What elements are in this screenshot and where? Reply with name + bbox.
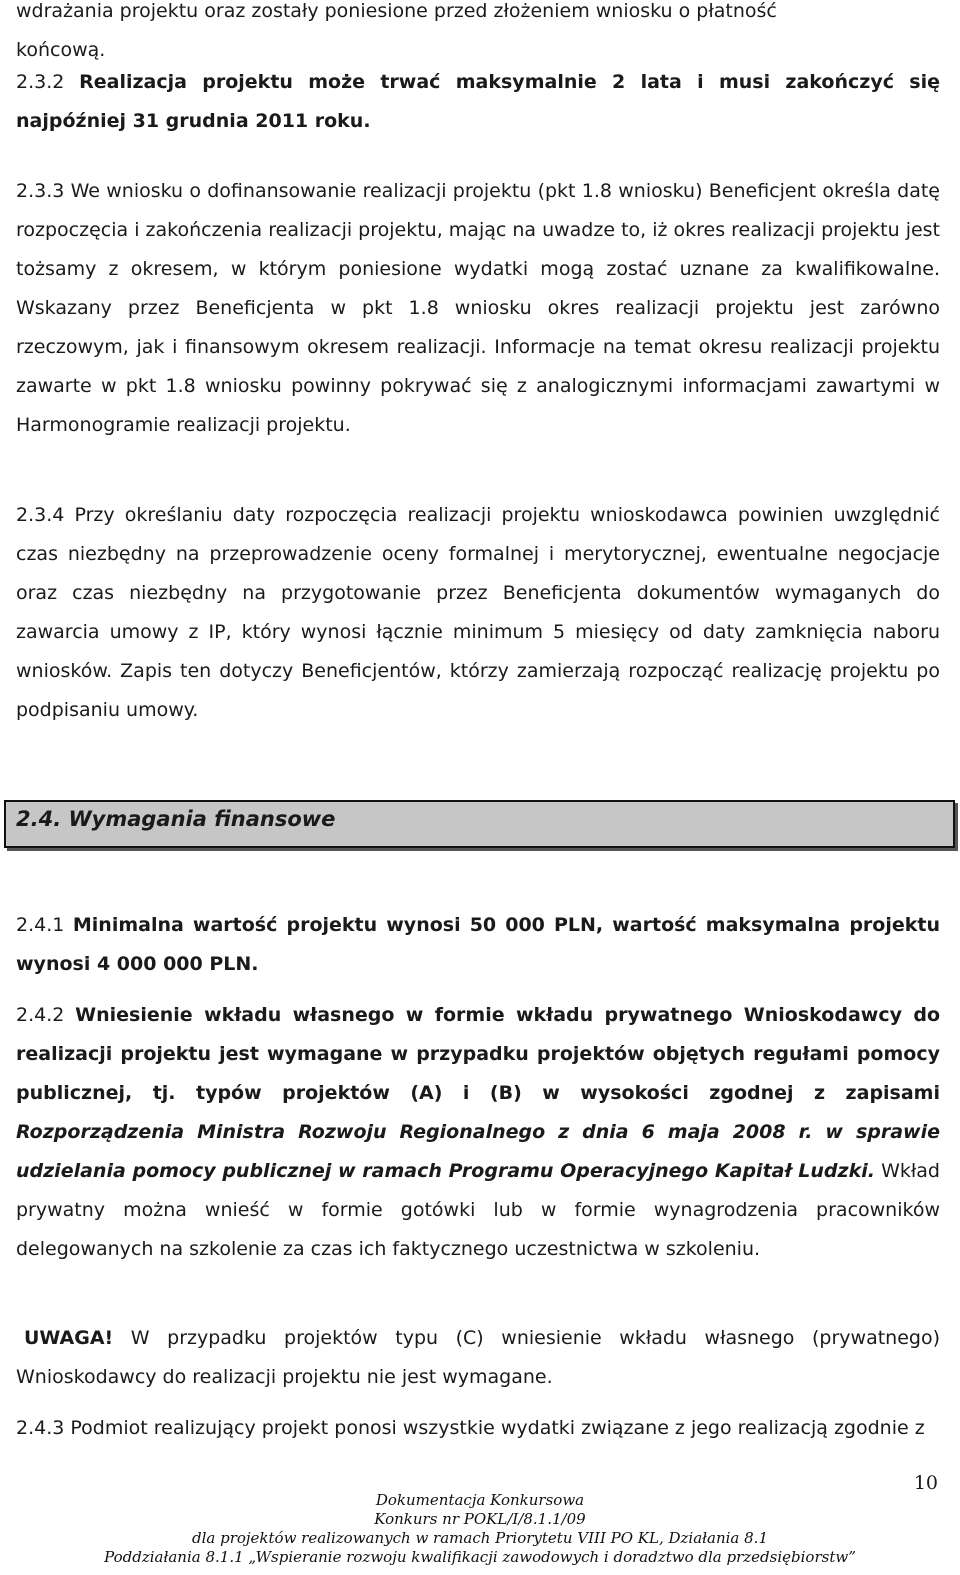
- section-number: 2.3.3: [16, 180, 65, 202]
- paragraph-2-3-4: [16, 496, 940, 730]
- paragraph-text: Minimalna wartość projektu wynosi 50 000 PLN, wartość maksymalna projektu wynosi 4 000 000 PLN.: [16, 914, 940, 975]
- regulation-title: Rozporządzenia Ministra Rozwoju Regionalnego z dnia 6 maja 2008 r. w sprawie udzielania pomocy publicznej w ramach Programu Operacyjnego Kapitał Ludzki.: [16, 1121, 940, 1182]
- paragraph-continuation: [16, 0, 940, 70]
- paragraph-bold-text: Wniesienie wkładu własnego w formie wkładu prywatnego Wnioskodawcy do realizacji projektu jest wymagane w przypadku projektów objętych regułami pomocy publicznej, tj. typów projektów (A) i (B) w wysokości zgodnej z zapisami: [16, 1004, 940, 1104]
- paragraph-line: wdrażania projektu oraz zostały poniesione przed złożeniem wniosku o płatność: [16, 0, 777, 22]
- page-number: 10: [913, 1472, 938, 1494]
- footer-line-2: Konkurs nr POKL/I/8.1.1/09: [374, 1510, 586, 1528]
- section-heading: 2.4. Wymagania finansowe: [16, 807, 336, 831]
- section-heading-box: [4, 800, 955, 848]
- paragraph-text: Podmiot realizujący projekt ponosi wszystkie wydatki związane z jego realizacją zgodnie z: [70, 1417, 925, 1439]
- paragraph-2-3-3: [16, 172, 940, 445]
- uwaga-label: UWAGA!: [24, 1327, 114, 1349]
- section-number: 2.4.3: [16, 1417, 65, 1439]
- footer-line-1: Dokumentacja Konkursowa: [375, 1491, 585, 1509]
- paragraph-text: Przy określaniu daty rozpoczęcia realizacji projektu wnioskodawca powinien uwzględnić czas niezbędny na przeprowadzenie oceny formalnej i merytorycznej, ewentualne negocjacje oraz czas niezbędny na przygotowanie przez Beneficjenta dokumentów wymaganych do zawarcia umowy z IP, który wynosi łącznie minimum 5 miesięcy od daty zamknięcia naboru wniosków. Zapis ten dotyczy Beneficjentów, którzy zamierzają rozpocząć realizację projektu po podpisaniu umowy.: [16, 504, 940, 721]
- section-number: 2.3.4: [16, 504, 65, 526]
- paragraph-text: Realizacja projektu może trwać maksymalnie 2 lata i musi zakończyć się najpóźniej 31 grudnia 2011 roku.: [16, 71, 940, 132]
- footer-line-4: Poddziałania 8.1.1 „Wspieranie rozwoju kwalifikacji zawodowych i doradztwo dla przedsiębiorstw”: [104, 1548, 856, 1566]
- paragraph-2-4-3: [16, 1409, 940, 1448]
- paragraph-text: Wkład prywatny można wnieść w formie gotówki lub w formie wynagrodzenia pracowników delegowanych na szkolenie za czas ich faktycznego uczestnictwa w szkoleniu.: [16, 1160, 940, 1260]
- footer-line-3: dla projektów realizowanych w ramach Priorytetu VIII PO KL, Działania 8.1: [191, 1529, 768, 1547]
- paragraph-text: We wniosku o dofinansowanie realizacji projektu (pkt 1.8 wniosku) Beneficjent określa datę rozpoczęcia i zakończenia realizacji projektu, mając na uwadze to, iż okres realizacji projektu jest tożsamy z okresem, w którym poniesione wydatki mogą zostać uznane za kwalifikowalne. Wskazany przez Beneficjenta w pkt 1.8 wniosku okres realizacji projektu jest zarówno rzeczowym, jak i finansowym okresem realizacji. Informacje na temat okresu realizacji projektu zawarte w pkt 1.8 wniosku powinny pokrywać się z analogicznymi informacjami zawartymi w Harmonogramie realizacji projektu.: [16, 180, 941, 436]
- section-number: 2.4.2: [16, 1004, 65, 1026]
- paragraph-2-3-2: [16, 63, 940, 141]
- paragraph-2-4-2: [16, 996, 940, 1269]
- paragraph-uwaga: [16, 1319, 940, 1397]
- uwaga-text: W przypadku projektów typu (C) wniesienie wkładu własnego (prywatnego) Wnioskodawcy do realizacji projektu nie jest wymagane.: [16, 1327, 940, 1388]
- paragraph-line: końcową.: [16, 39, 106, 61]
- section-number: 2.3.2: [16, 71, 65, 93]
- section-number: 2.4.1: [16, 914, 65, 936]
- paragraph-2-4-1: [16, 906, 940, 984]
